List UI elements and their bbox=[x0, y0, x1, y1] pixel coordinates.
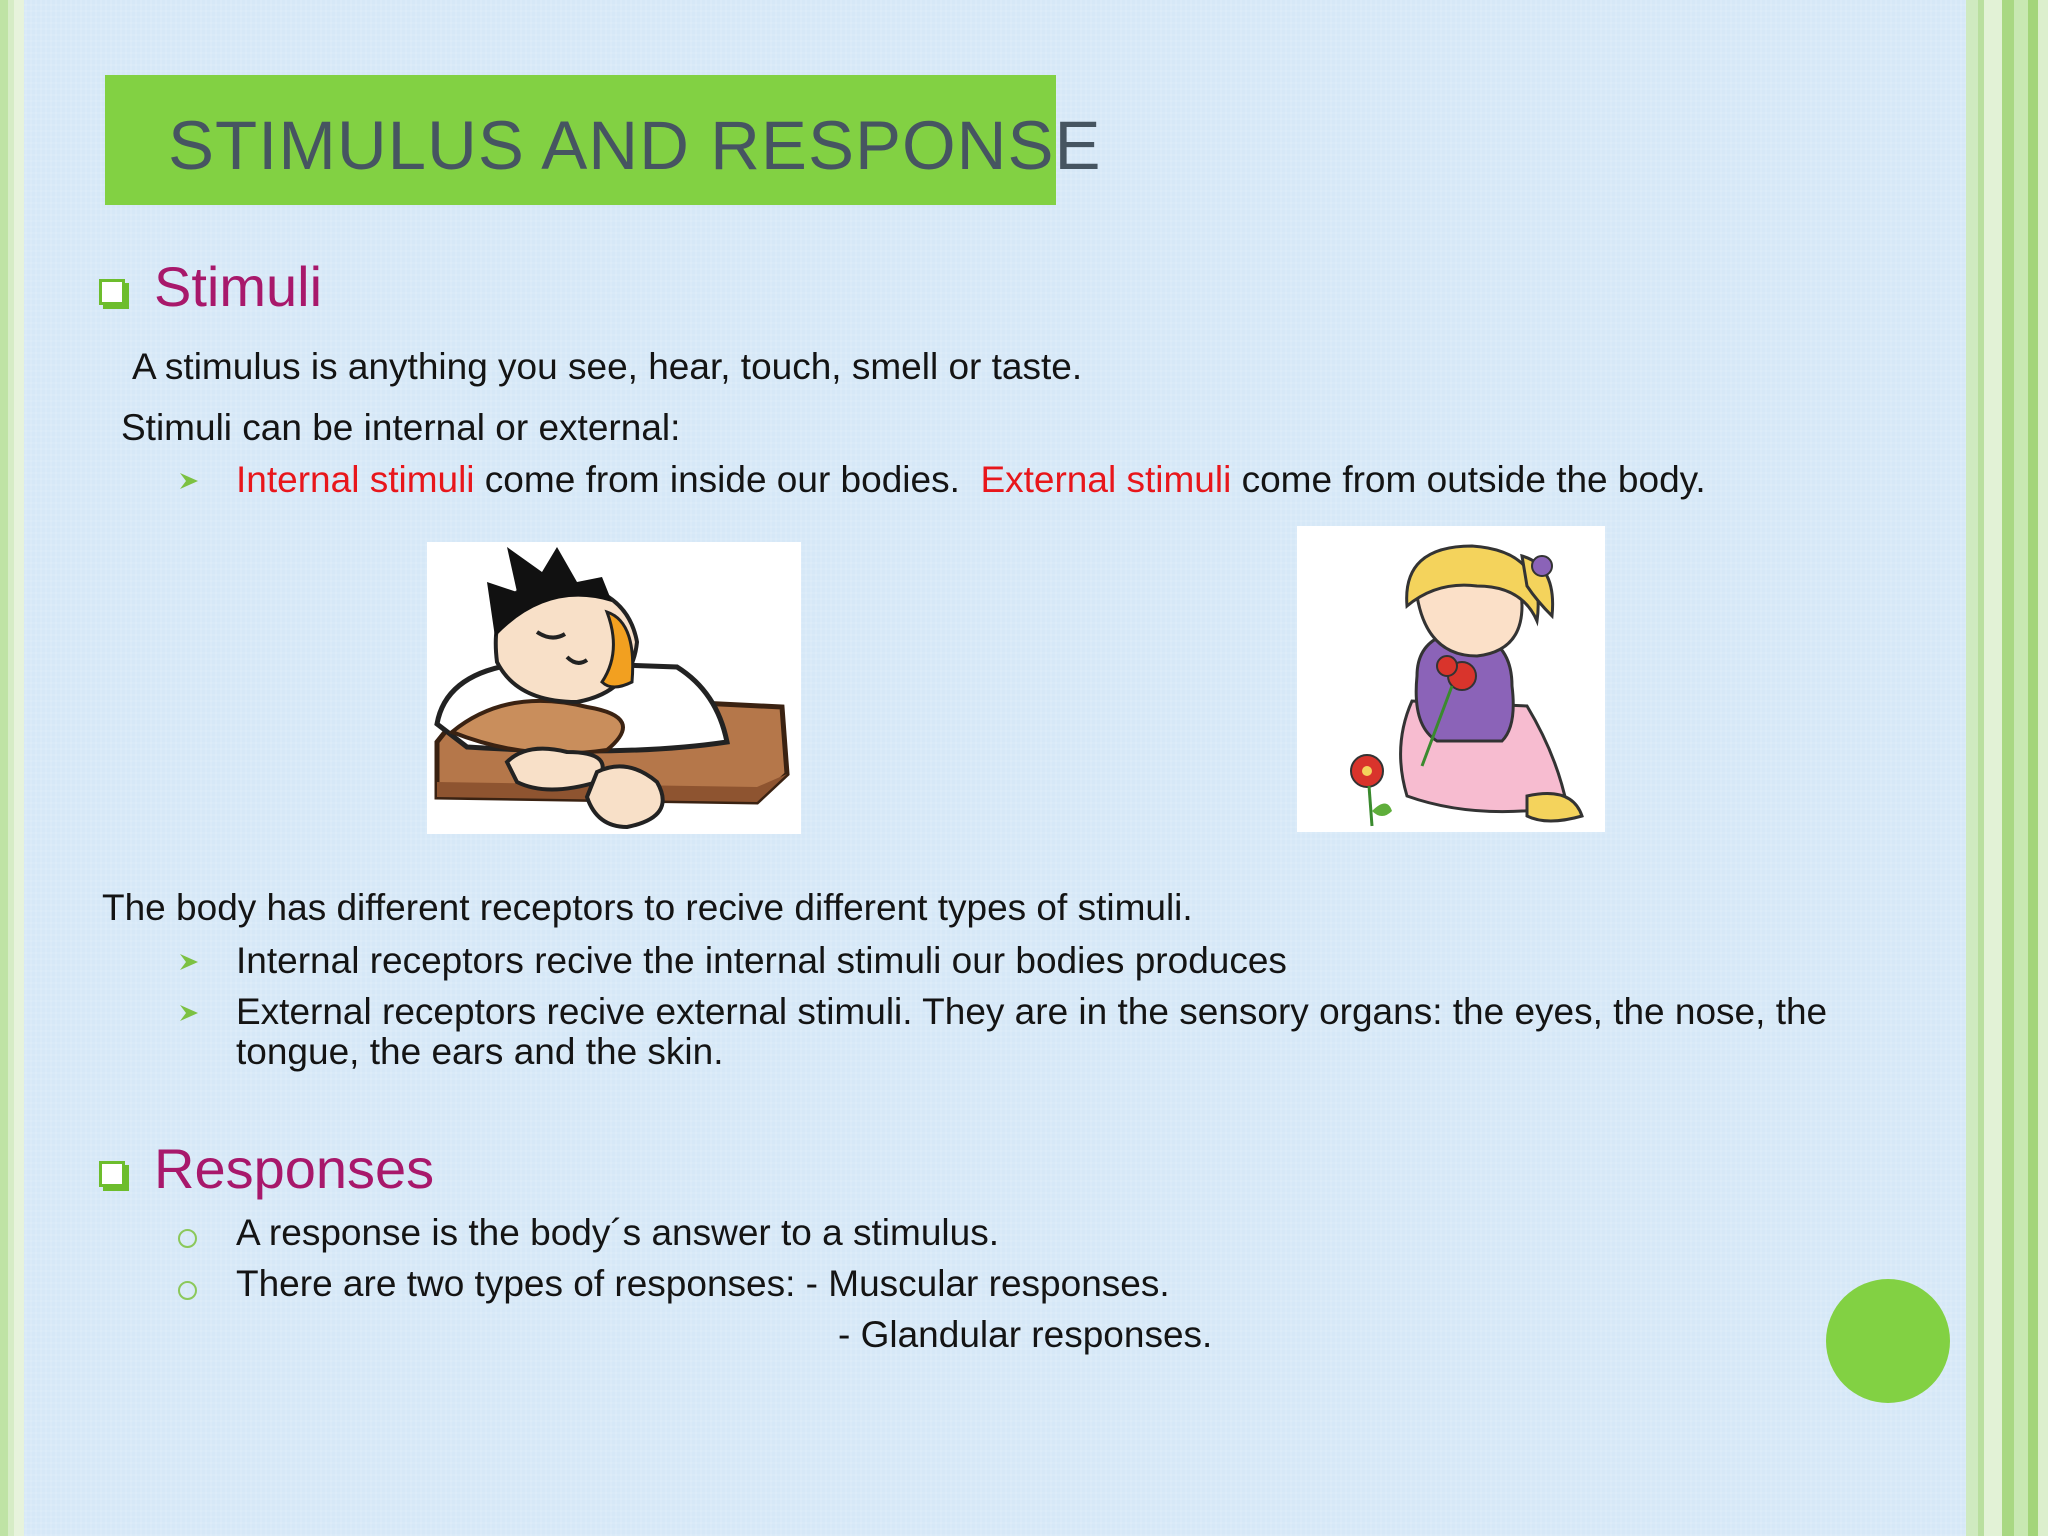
arrow-bullet-icon bbox=[178, 470, 200, 492]
left-decorative-border bbox=[0, 0, 24, 1536]
response-types: There are two types of responses: - Muscular responses. bbox=[236, 1263, 1170, 1304]
external-stimuli-term: External stimuli bbox=[980, 459, 1232, 500]
decorative-green-circle bbox=[1826, 1279, 1950, 1403]
circle-bullet-icon bbox=[178, 1229, 197, 1248]
arrow-bullet-icon bbox=[178, 951, 200, 973]
responses-heading: Responses bbox=[154, 1137, 435, 1200]
arrow-bullet-icon bbox=[178, 1002, 200, 1024]
external-stimuli-text: come from outside the body. bbox=[1231, 459, 1706, 500]
stimuli-types-intro: Stimuli can be internal or external: bbox=[121, 407, 681, 448]
circle-bullet-icon bbox=[178, 1281, 197, 1300]
external-receptors-bullet: External receptors recive external stimuli. They are in the sensory organs: the eyes, the nose, the bbox=[236, 991, 1828, 1032]
square-bullet-icon bbox=[99, 1161, 125, 1187]
stimulus-definition: A stimulus is anything you see, hear, touch, smell or taste. bbox=[132, 346, 1083, 387]
square-bullet-icon bbox=[99, 279, 125, 305]
external-receptors-bullet-continued: tongue, the ears and the skin. bbox=[236, 1031, 724, 1072]
internal-stimuli-text: come from inside our bodies. bbox=[474, 459, 960, 500]
response-definition: A response is the body´s answer to a stimulus. bbox=[236, 1212, 999, 1253]
stimuli-heading: Stimuli bbox=[154, 255, 323, 318]
internal-external-bullet bbox=[236, 458, 1706, 502]
internal-receptors-bullet: Internal receptors recive the internal stimuli our bodies produces bbox=[236, 940, 1287, 981]
internal-stimuli-term: Internal stimuli bbox=[236, 459, 475, 500]
right-decorative-border bbox=[1966, 0, 2048, 1536]
response-types-continued: - Glandular responses. bbox=[838, 1314, 1213, 1355]
sleeping-boy-image bbox=[427, 542, 801, 834]
receptors-intro: The body has different receptors to recive different types of stimuli. bbox=[102, 887, 1193, 928]
girl-smelling-flower-image bbox=[1297, 526, 1605, 832]
slide-title: STIMULUS AND RESPONSE bbox=[168, 107, 1102, 184]
